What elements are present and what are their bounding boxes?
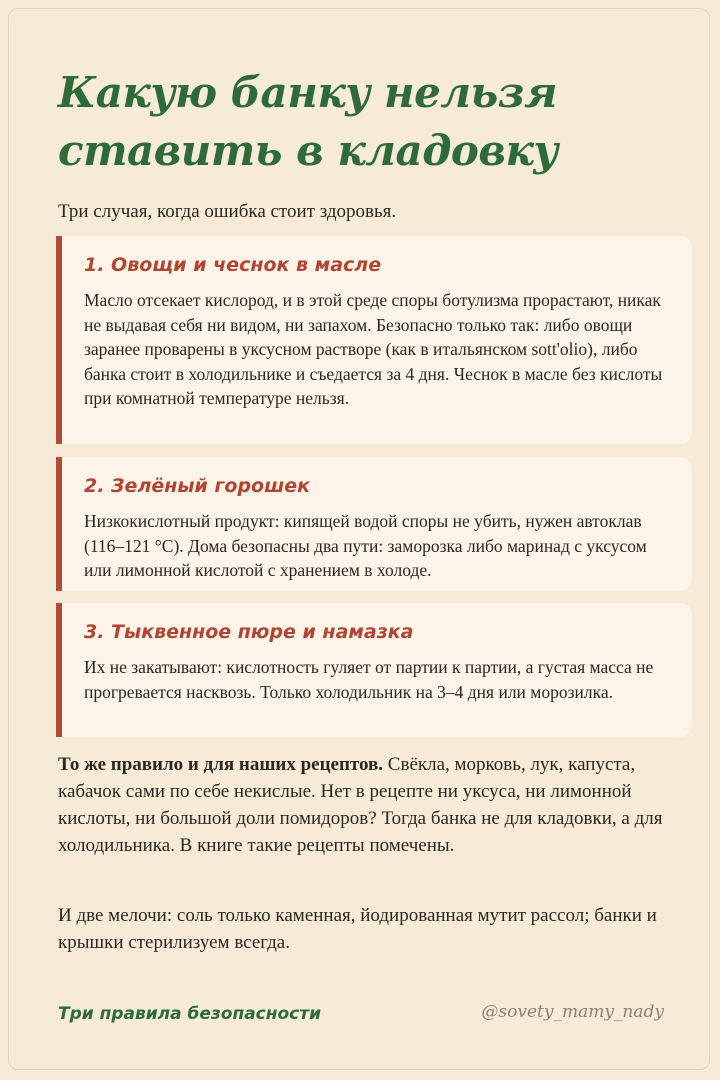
rule-text: Свёкла, морковь, лук, капуста, кабачок сами по себе некислые. Нет в рецепте ни уксуса, ни лимонной кислоты, ни большой доли помидоров? Тогда банка не для кладовки, а для холодильника. В книге такие рецепты помечены. xyxy=(58,754,663,856)
case-card-title: 3. Тыквенное пюре и намазка xyxy=(84,621,414,643)
rule-lead: То же правило и для наших рецептов. xyxy=(58,754,384,775)
case-card-title: 1. Овощи и чеснок в масле xyxy=(84,254,382,276)
page-title: Какую банку нельзя ставить в кладовку xyxy=(58,68,559,175)
case-card-pumpkin xyxy=(56,603,692,737)
tips-paragraph: И две мелочи: соль только каменная, йодированная мутит рассол; банки и крышки стерилизуем всегда. xyxy=(58,905,657,953)
page-subtitle: Три случая, когда ошибка стоит здоровья. xyxy=(58,201,397,222)
case-card-text: Низкокислотный продукт: кипящей водой споры не убить, нужен автоклав (116–121 °C). Дома безопасны два пути: заморозка либо маринад с уксусом или лимонной кислотой с хранением в холоде. xyxy=(84,511,647,580)
case-card-oil xyxy=(56,236,692,444)
author-handle: @sovety_mamy_nady xyxy=(481,1002,664,1022)
case-card-peas xyxy=(56,457,692,591)
rule-paragraph xyxy=(58,751,678,859)
series-label: Три правила безопасности xyxy=(58,1004,322,1024)
case-card-text: Их не закатывают: кислотность гуляет от партии к партии, а густая масса не прогревается насквозь. Только холодильник на 3–4 дня или морозилка. xyxy=(84,657,654,702)
case-card-text: Масло отсекает кислород, и в этой среде споры ботулизма прорастают, никак не выдавая себя ни видом, ни запахом. Безопасно только так: либо овощи заранее проварены в уксусном растворе (как в итальянском sott'olio), либо банка стоит в холодильнике и съедается за 4 дня. Чеснок в масле без кислоты при комнатной температуре нельзя. xyxy=(84,290,663,408)
case-card-title: 2. Зелёный горошек xyxy=(84,475,311,497)
